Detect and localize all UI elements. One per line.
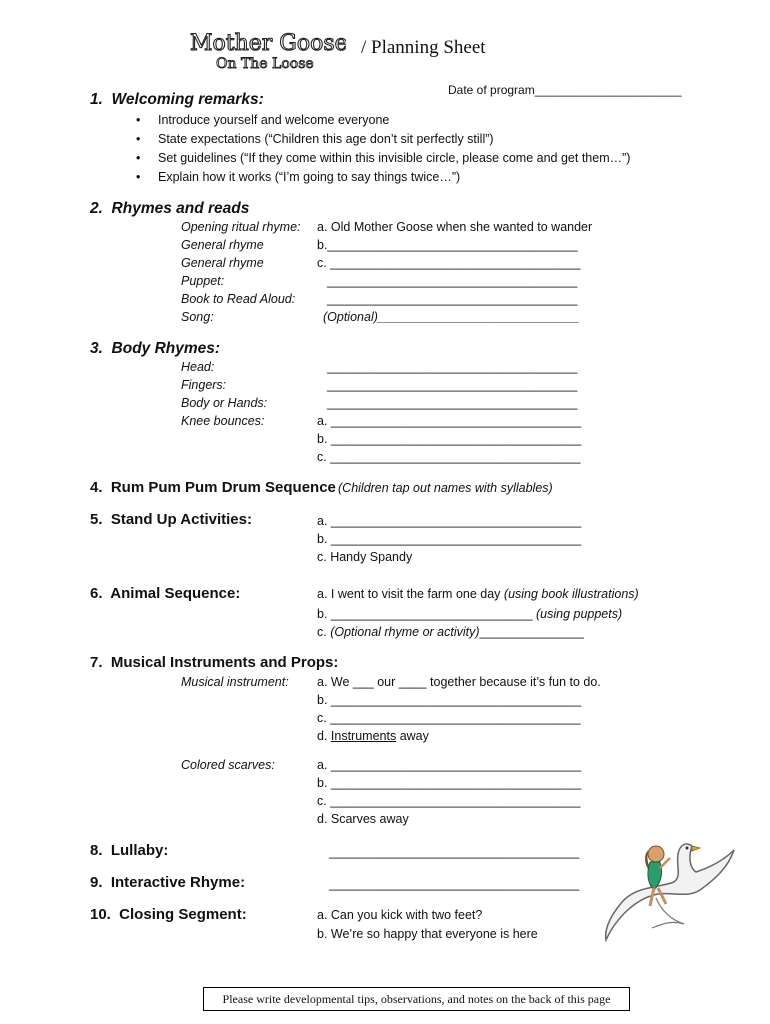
field-value: a. Can you kick with two feet? [317,908,483,922]
field-value: c. Handy Spandy [317,550,413,564]
logo-line2: On The Loose [216,56,314,72]
fill-in-line[interactable]: b. ____________________________________ [317,776,582,790]
field-value: d. Scarves away [317,812,409,826]
goose-rider-illustration [596,828,736,946]
field-label: Colored scarves: [181,758,275,772]
section-6-heading: 6. Animal Sequence: [90,585,241,602]
field-label: Song: [181,310,214,324]
footer-note: Please write developmental tips, observations, and notes on the back of this page [203,987,630,1011]
field-value: a. Old Mother Goose when she wanted to wander [317,220,593,234]
fill-in-line[interactable]: ____________________________________ [327,396,578,410]
field-label: Fingers: [181,378,227,392]
section-2-heading: 2. Rhymes and reads [90,200,250,217]
fill-in-line[interactable]: c. ____________________________________ [317,711,581,725]
fill-in-line[interactable]: b. ____________________________________ [317,432,582,446]
date-of-program-field[interactable]: Date of program______________________ [448,83,682,97]
section-1-heading: 1. Welcoming remarks: [90,91,264,108]
fill-in-line[interactable]: ____________________________________ [327,378,578,392]
section-3-heading: 3. Body Rhymes: [90,340,221,357]
bullet-item: • Set guidelines (“If they come within this invisible circle, please come and get them…”) [158,151,630,165]
field-label: Book to Read Aloud: [181,292,296,306]
fill-in-line[interactable]: ____________________________________ [327,292,578,306]
fill-in-line[interactable]: ____________________________________ [329,877,580,891]
field-value: b. We’re so happy that everyone is here [317,927,538,941]
fill-in-line[interactable]: ____________________________________ [329,845,580,859]
field-label: General rhyme [181,256,264,270]
logo-line1: Mother Goose [190,31,346,56]
bullet-item: • Explain how it works (“I’m going to say things twice…”) [158,170,460,184]
field-label: Puppet: [181,274,225,288]
fill-in-line[interactable]: a. ____________________________________ [317,514,582,528]
fill-in-line[interactable]: b. ____________________________________ [317,693,582,707]
section-9-heading: 9. Interactive Rhyme: [90,874,246,891]
page-title: / Planning Sheet [361,37,486,58]
section-8-heading: 8. Lullaby: [90,842,169,859]
section-7-heading: 7. Musical Instruments and Props: [90,654,339,671]
section-4-heading: 4. Rum Pum Pum Drum Sequence [90,479,336,496]
fill-in-line[interactable]: b.____________________________________ [317,238,578,252]
fill-in-line[interactable]: c. ____________________________________ [317,256,581,270]
field-label: Head: [181,360,215,374]
section-10-heading: 10. Closing Segment: [90,906,247,923]
fill-in-line[interactable]: c. ____________________________________ [317,794,581,808]
field-value: a. We ___ our ____ together because it’s fun to do. [317,675,601,689]
field-label: Body or Hands: [181,396,268,410]
bullet-item: • State expectations (“Children this age don’t sit perfectly still”) [158,132,494,146]
fill-in-line[interactable]: ____________________________________ [327,274,578,288]
section-5-heading: 5. Stand Up Activities: [90,511,252,528]
field-label: Opening ritual rhyme: [181,220,301,234]
field-label: Knee bounces: [181,414,265,428]
field-value: a. I went to visit the farm one day (using book illustrations) [317,587,639,601]
fill-in-line[interactable]: b. ____________________________________ [317,532,582,546]
fill-in-line[interactable]: (Optional)_____________________________ [323,310,580,324]
fill-in-line[interactable]: ____________________________________ [327,360,578,374]
fill-in-line[interactable]: a. ____________________________________ [317,414,582,428]
bullet-item: • Introduce yourself and welcome everyone [158,113,389,127]
section-4-note: (Children tap out names with syllables) [338,481,553,495]
fill-in-line[interactable]: c. (Optional rhyme or activity)_______________ [317,625,584,639]
fill-in-line[interactable]: b. _____________________________ (using puppets) [317,607,623,621]
mother-goose-logo [186,26,346,72]
field-value: d. Instruments away [317,729,429,743]
fill-in-line[interactable]: a. ____________________________________ [317,758,582,772]
fill-in-line[interactable]: c. ____________________________________ [317,450,581,464]
field-label: Musical instrument: [181,675,289,689]
field-label: General rhyme [181,238,264,252]
